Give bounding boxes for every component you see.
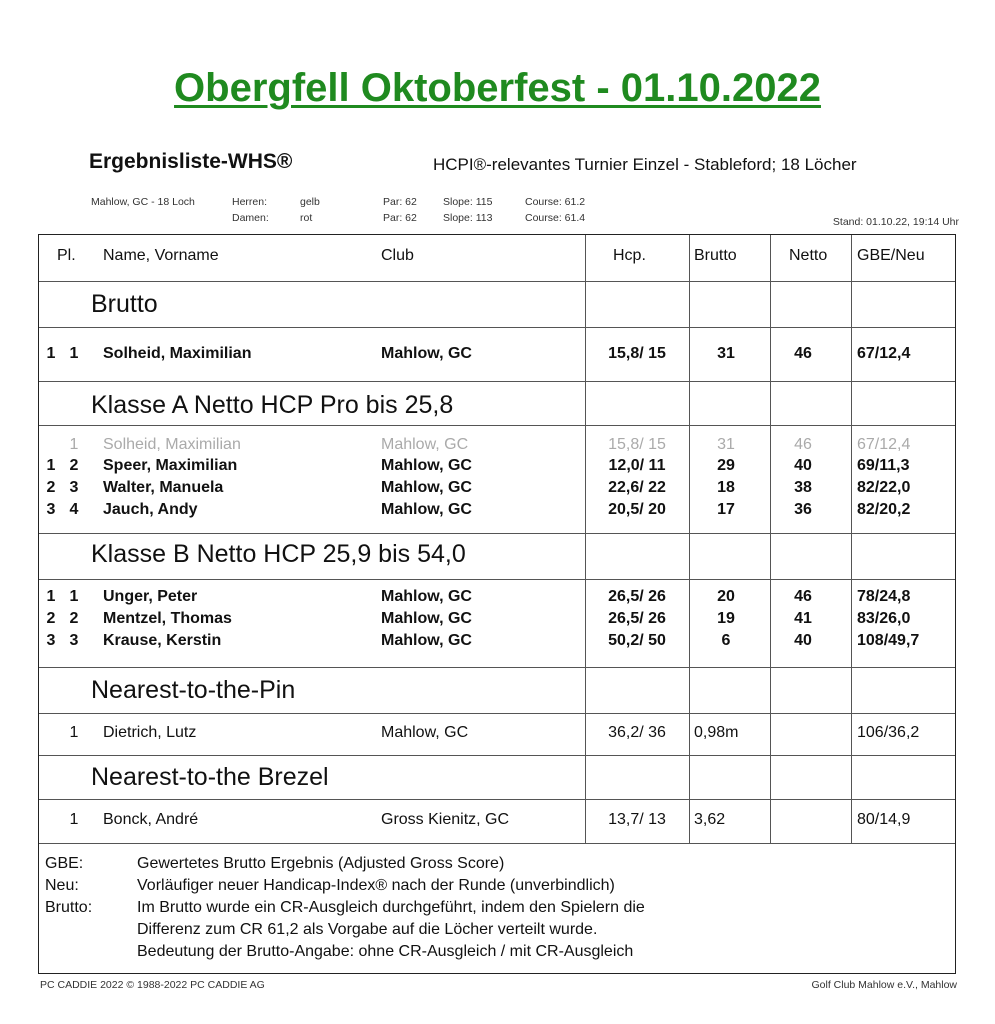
cell-name: Solheid, Maximilian — [103, 345, 252, 362]
tournament-type: HCPI®-relevantes Turnier Einzel - Stableford; 18 Löcher — [433, 155, 857, 174]
cell-netto: 36 — [794, 501, 812, 518]
cell-club: Mahlow, GC — [381, 457, 472, 474]
row-divider — [39, 579, 955, 580]
cell-name: Speer, Maximilian — [103, 457, 238, 474]
women-tee: rot — [300, 212, 313, 224]
cell-netto: 46 — [794, 436, 812, 453]
row-divider — [39, 281, 955, 282]
cell-gbe: 83/26,0 — [857, 610, 911, 627]
cell-brutto: 17 — [717, 501, 735, 518]
cell-club: Mahlow, GC — [381, 610, 472, 627]
cell-gbe: 106/36,2 — [857, 724, 920, 741]
cell-gbe: 82/20,2 — [857, 501, 911, 518]
cell-rank: 1 — [69, 436, 79, 453]
cell-rank: 2 — [69, 457, 79, 474]
cell-gbe: 69/11,3 — [857, 457, 910, 474]
cell-club: Mahlow, GC — [381, 479, 472, 496]
cell-brutto: 19 — [717, 610, 735, 627]
cell-rank: 3 — [69, 479, 79, 496]
cell-hcp: 12,0/ 11 — [608, 457, 666, 474]
cell-hcp: 50,2/ 50 — [608, 632, 666, 649]
header-gbe: GBE/Neu — [857, 247, 925, 264]
cell-brutto: 3,62 — [694, 811, 726, 828]
cell-netto: 40 — [794, 457, 812, 474]
section-title: Klasse A Netto HCP Pro bis 25,8 — [91, 391, 454, 419]
cell-rank: 3 — [69, 632, 79, 649]
table-row — [39, 457, 955, 479]
cell-brutto: 31 — [717, 436, 735, 453]
legend-text: Bedeutung der Brutto-Angabe: ohne CR-Ausgleich / mit CR-Ausgleich — [137, 943, 634, 960]
legend-term: Brutto: — [45, 899, 93, 916]
cell-name: Solheid, Maximilian — [103, 436, 241, 453]
legend-text: Vorläufiger neuer Handicap-Index® nach der Runde (unverbindlich) — [137, 877, 615, 894]
row-divider — [39, 533, 955, 534]
row-divider — [39, 327, 955, 328]
cell-rank: 4 — [69, 501, 79, 518]
cell-netto: 38 — [794, 479, 812, 496]
header-pl: Pl. — [57, 247, 76, 264]
cell-hcp: 15,8/ 15 — [608, 345, 666, 362]
cell-name: Jauch, Andy — [103, 501, 198, 518]
course-name: Mahlow, GC - 18 Loch — [91, 196, 195, 208]
table-row — [39, 811, 955, 833]
legend-text: Gewertetes Brutto Ergebnis (Adjusted Gross Score) — [137, 855, 505, 872]
women-slope: Slope: 113 — [443, 212, 493, 224]
list-subtitle: Ergebnisliste-WHS® — [89, 150, 293, 173]
men-par: Par: 62 — [383, 196, 417, 208]
cell-name: Dietrich, Lutz — [103, 724, 197, 741]
men-slope: Slope: 115 — [443, 196, 493, 208]
women-label: Damen: — [232, 212, 269, 224]
row-divider — [39, 381, 955, 382]
header-netto: Netto — [789, 247, 828, 264]
cell-name: Unger, Peter — [103, 588, 198, 605]
cell-club: Mahlow, GC — [381, 632, 472, 649]
table-row — [39, 588, 955, 610]
row-divider — [39, 799, 955, 800]
cell-pos: 1 — [46, 588, 56, 605]
footer-club: Golf Club Mahlow e.V., Mahlow — [811, 979, 957, 991]
cell-name: Bonck, André — [103, 811, 199, 828]
table-row — [39, 436, 955, 458]
table-row — [39, 610, 955, 632]
header-name: Name, Vorname — [103, 247, 219, 264]
header-brutto: Brutto — [694, 247, 737, 264]
cell-brutto: 31 — [717, 345, 735, 362]
table-row — [39, 345, 955, 367]
cell-name: Walter, Manuela — [103, 479, 224, 496]
cell-club: Mahlow, GC — [381, 501, 472, 518]
cell-gbe: 82/22,0 — [857, 479, 911, 496]
men-label: Herren: — [232, 196, 268, 208]
cell-brutto: 29 — [717, 457, 735, 474]
cell-pos: 2 — [46, 479, 56, 496]
cell-name: Mentzel, Thomas — [103, 610, 232, 627]
cell-pos: 1 — [46, 457, 56, 474]
cell-hcp: 26,5/ 26 — [608, 588, 666, 605]
section-title: Brutto — [91, 290, 158, 318]
row-divider — [39, 667, 955, 668]
cell-gbe: 67/12,4 — [857, 345, 911, 362]
cell-netto: 46 — [794, 588, 812, 605]
cell-hcp: 15,8/ 15 — [608, 436, 666, 453]
cell-club: Mahlow, GC — [381, 436, 469, 453]
cell-pos: 2 — [46, 610, 56, 627]
cell-rank: 2 — [69, 610, 79, 627]
page-title: Obergfell Oktoberfest - 01.10.2022 — [174, 66, 821, 110]
row-divider — [39, 755, 955, 756]
cell-club: Mahlow, GC — [381, 588, 472, 605]
cell-club: Gross Kienitz, GC — [381, 811, 510, 828]
cell-club: Mahlow, GC — [381, 345, 472, 362]
women-course-rating: Course: 61.4 — [525, 212, 586, 224]
cell-pos: 3 — [46, 501, 56, 518]
row-divider — [39, 713, 955, 714]
cell-gbe: 108/49,7 — [857, 632, 920, 649]
cell-rank: 1 — [69, 724, 79, 741]
legend-term: Neu: — [45, 877, 79, 894]
cell-hcp: 20,5/ 20 — [608, 501, 666, 518]
cell-brutto: 20 — [717, 588, 735, 605]
table-row — [39, 479, 955, 501]
section-title: Nearest-to-the-Pin — [91, 676, 296, 704]
women-par: Par: 62 — [383, 212, 417, 224]
section-title: Nearest-to-the Brezel — [91, 763, 329, 791]
timestamp: Stand: 01.10.22, 19:14 Uhr — [832, 216, 959, 228]
men-course-rating: Course: 61.2 — [525, 196, 586, 208]
legend-text: Im Brutto wurde ein CR-Ausgleich durchgeführt, indem den Spielern die — [137, 899, 645, 916]
cell-hcp: 22,6/ 22 — [608, 479, 666, 496]
header-hcp: Hcp. — [613, 247, 646, 264]
cell-gbe: 78/24,8 — [857, 588, 911, 605]
cell-hcp: 26,5/ 26 — [608, 610, 666, 627]
cell-brutto: 0,98m — [694, 724, 739, 741]
cell-rank: 1 — [69, 811, 79, 828]
cell-gbe: 80/14,9 — [857, 811, 911, 828]
cell-hcp: 13,7/ 13 — [608, 811, 666, 828]
cell-gbe: 67/12,4 — [857, 436, 911, 453]
men-tee: gelb — [300, 196, 320, 208]
cell-netto: 41 — [794, 610, 812, 627]
cell-name: Krause, Kerstin — [103, 632, 222, 649]
row-divider — [39, 843, 955, 844]
cell-club: Mahlow, GC — [381, 724, 469, 741]
footer-copyright: PC CADDIE 2022 © 1988-2022 PC CADDIE AG — [40, 979, 265, 991]
results-table — [38, 234, 956, 974]
cell-pos: 3 — [46, 632, 56, 649]
legend-text: Differenz zum CR 61,2 als Vorgabe auf die Löcher verteilt wurde. — [137, 921, 598, 938]
cell-rank: 1 — [69, 588, 79, 605]
section-title: Klasse B Netto HCP 25,9 bis 54,0 — [91, 540, 466, 568]
cell-brutto: 6 — [721, 632, 731, 649]
cell-rank: 1 — [69, 345, 79, 362]
cell-hcp: 36,2/ 36 — [608, 724, 666, 741]
table-row — [39, 501, 955, 523]
header-club: Club — [381, 247, 414, 264]
table-row — [39, 724, 955, 746]
cell-brutto: 18 — [717, 479, 735, 496]
row-divider — [39, 425, 955, 426]
legend-term: GBE: — [45, 855, 84, 872]
table-row — [39, 632, 955, 654]
cell-netto: 46 — [794, 345, 812, 362]
cell-netto: 40 — [794, 632, 812, 649]
cell-pos: 1 — [46, 345, 56, 362]
